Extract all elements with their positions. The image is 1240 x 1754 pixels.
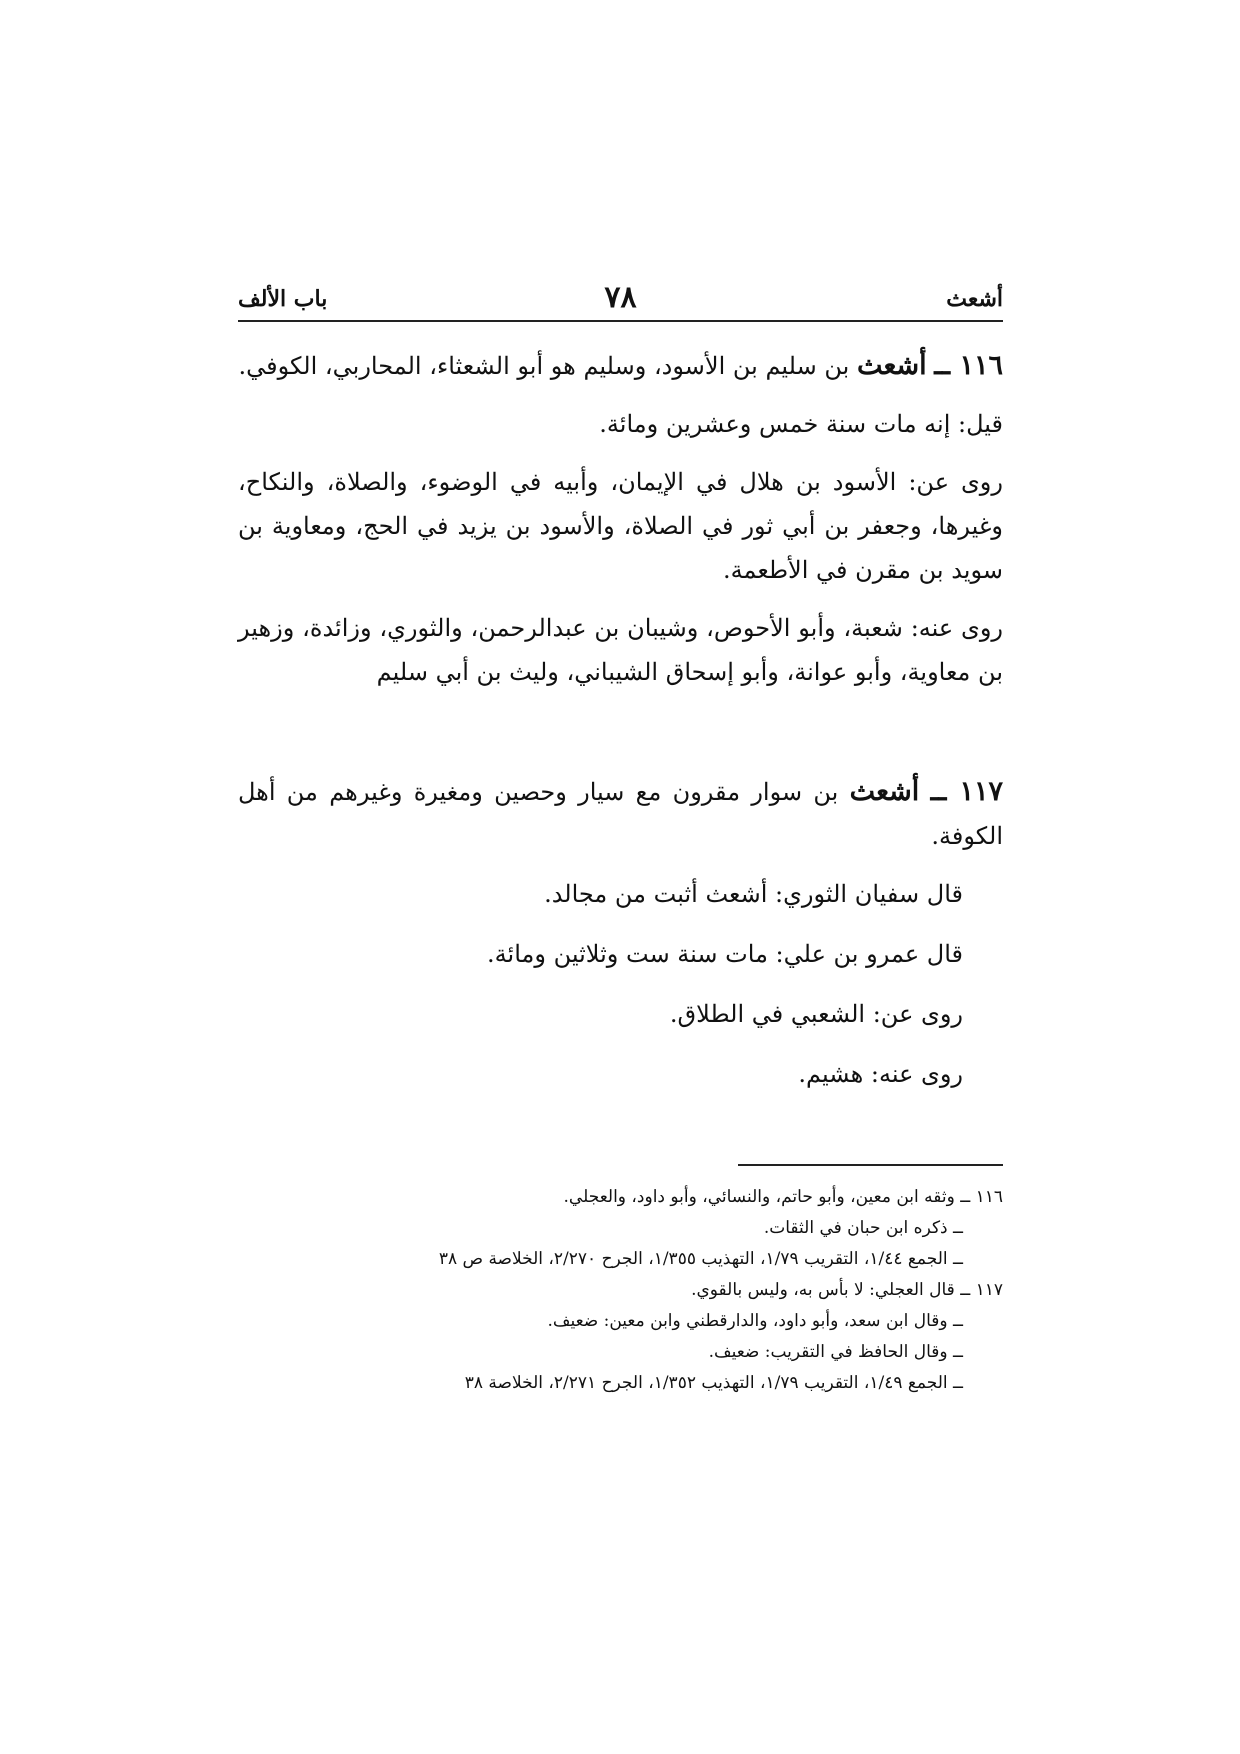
spacer <box>238 708 1003 748</box>
entry-117-quote-thawri: قال سفيان الثوري: أشعث أثبت من مجالد. <box>544 880 963 908</box>
running-header <box>238 280 1003 322</box>
entry-bio: بن سوار مقرون مع سيار وحصين ومغيرة وغيرهم من أهل الكوفة. <box>238 778 1003 850</box>
footnote-117: ١١٧ ــ قال العجلي: لا بأس به، وليس بالقوي. <box>691 1280 1003 1300</box>
entry-name: أشعث <box>849 776 920 807</box>
header-chapter-title: باب الألف <box>238 286 328 312</box>
entry-117-narrated-from: روى عن: الشعبي في الطلاق. <box>669 1000 963 1028</box>
book-page <box>238 280 1003 1399</box>
footnote-divider <box>738 1164 1003 1166</box>
footnotes <box>238 1182 1003 1399</box>
entry-name: أشعث <box>856 350 927 381</box>
page-number: ٧٨ <box>604 280 637 315</box>
entry-116-heading <box>238 344 1003 388</box>
footnote-116: ١١٦ ــ وثقه ابن معين، وأبو حاتم، والنسائي، وأبو داود، والعجلي. <box>563 1187 1003 1207</box>
entry-116-narrated-from: روى عن: الأسود بن هلال في الإيمان، وأبيه في الوضوء، والصلاة، والنكاح، وغيرها، وجعفر بن أبي ثور في الصلاة، والأسود بن يزيد في الحج، ومعاوية بن سويد بن مقرن في الأطعمة. <box>238 468 1003 584</box>
footnote-117-sub: ــ وقال ابن سعد، وأبو داود، والدارقطني وابن معين: ضعيف. <box>547 1311 963 1331</box>
entry-116-narrators: روى عنه: شعبة، وأبو الأحوص، وشيبان بن عبدالرحمن، والثوري، وزائدة، وزهير بن معاوية، وأبو عوانة، وأبو إسحاق الشيباني، وليث بن أبي سليم <box>238 614 1003 686</box>
entry-117-quote-amr: قال عمرو بن علي: مات سنة ست وثلاثين ومائة. <box>487 940 963 968</box>
entry-117-narrators: روى عنه: هشيم. <box>798 1060 963 1088</box>
entry-bio: بن سليم بن الأسود، وسليم هو أبو الشعثاء، المحاربي، الكوفي. <box>238 352 850 380</box>
footnote-117-sub: ــ وقال الحافظ في التقريب: ضعيف. <box>708 1342 963 1362</box>
entry-number: ١١٦ ــ <box>934 350 1003 381</box>
footnote-116-sources: ــ الجمع ١/٤٤، التقريب ١/٧٩، التهذيب ١/٣٥٥، الجرح ٢/٢٧٠، الخلاصة ص ٣٨ <box>438 1249 963 1269</box>
entry-117 <box>238 770 1003 1096</box>
header-entry-name: أشعث <box>946 286 1003 312</box>
footnote-116-sub: ــ ذكره ابن حبان في الثقات. <box>763 1218 963 1238</box>
entry-116-death: قيل: إنه مات سنة خمس وعشرين ومائة. <box>599 410 1003 438</box>
footnote-117-sources: ــ الجمع ١/٤٩، التقريب ١/٧٩، التهذيب ١/٣٥٢، الجرح ٢/٢٧١، الخلاصة ٣٨ <box>464 1373 963 1393</box>
entry-117-heading <box>238 770 1003 858</box>
entry-116 <box>238 344 1003 694</box>
entry-number: ١١٧ ــ <box>930 776 1003 807</box>
